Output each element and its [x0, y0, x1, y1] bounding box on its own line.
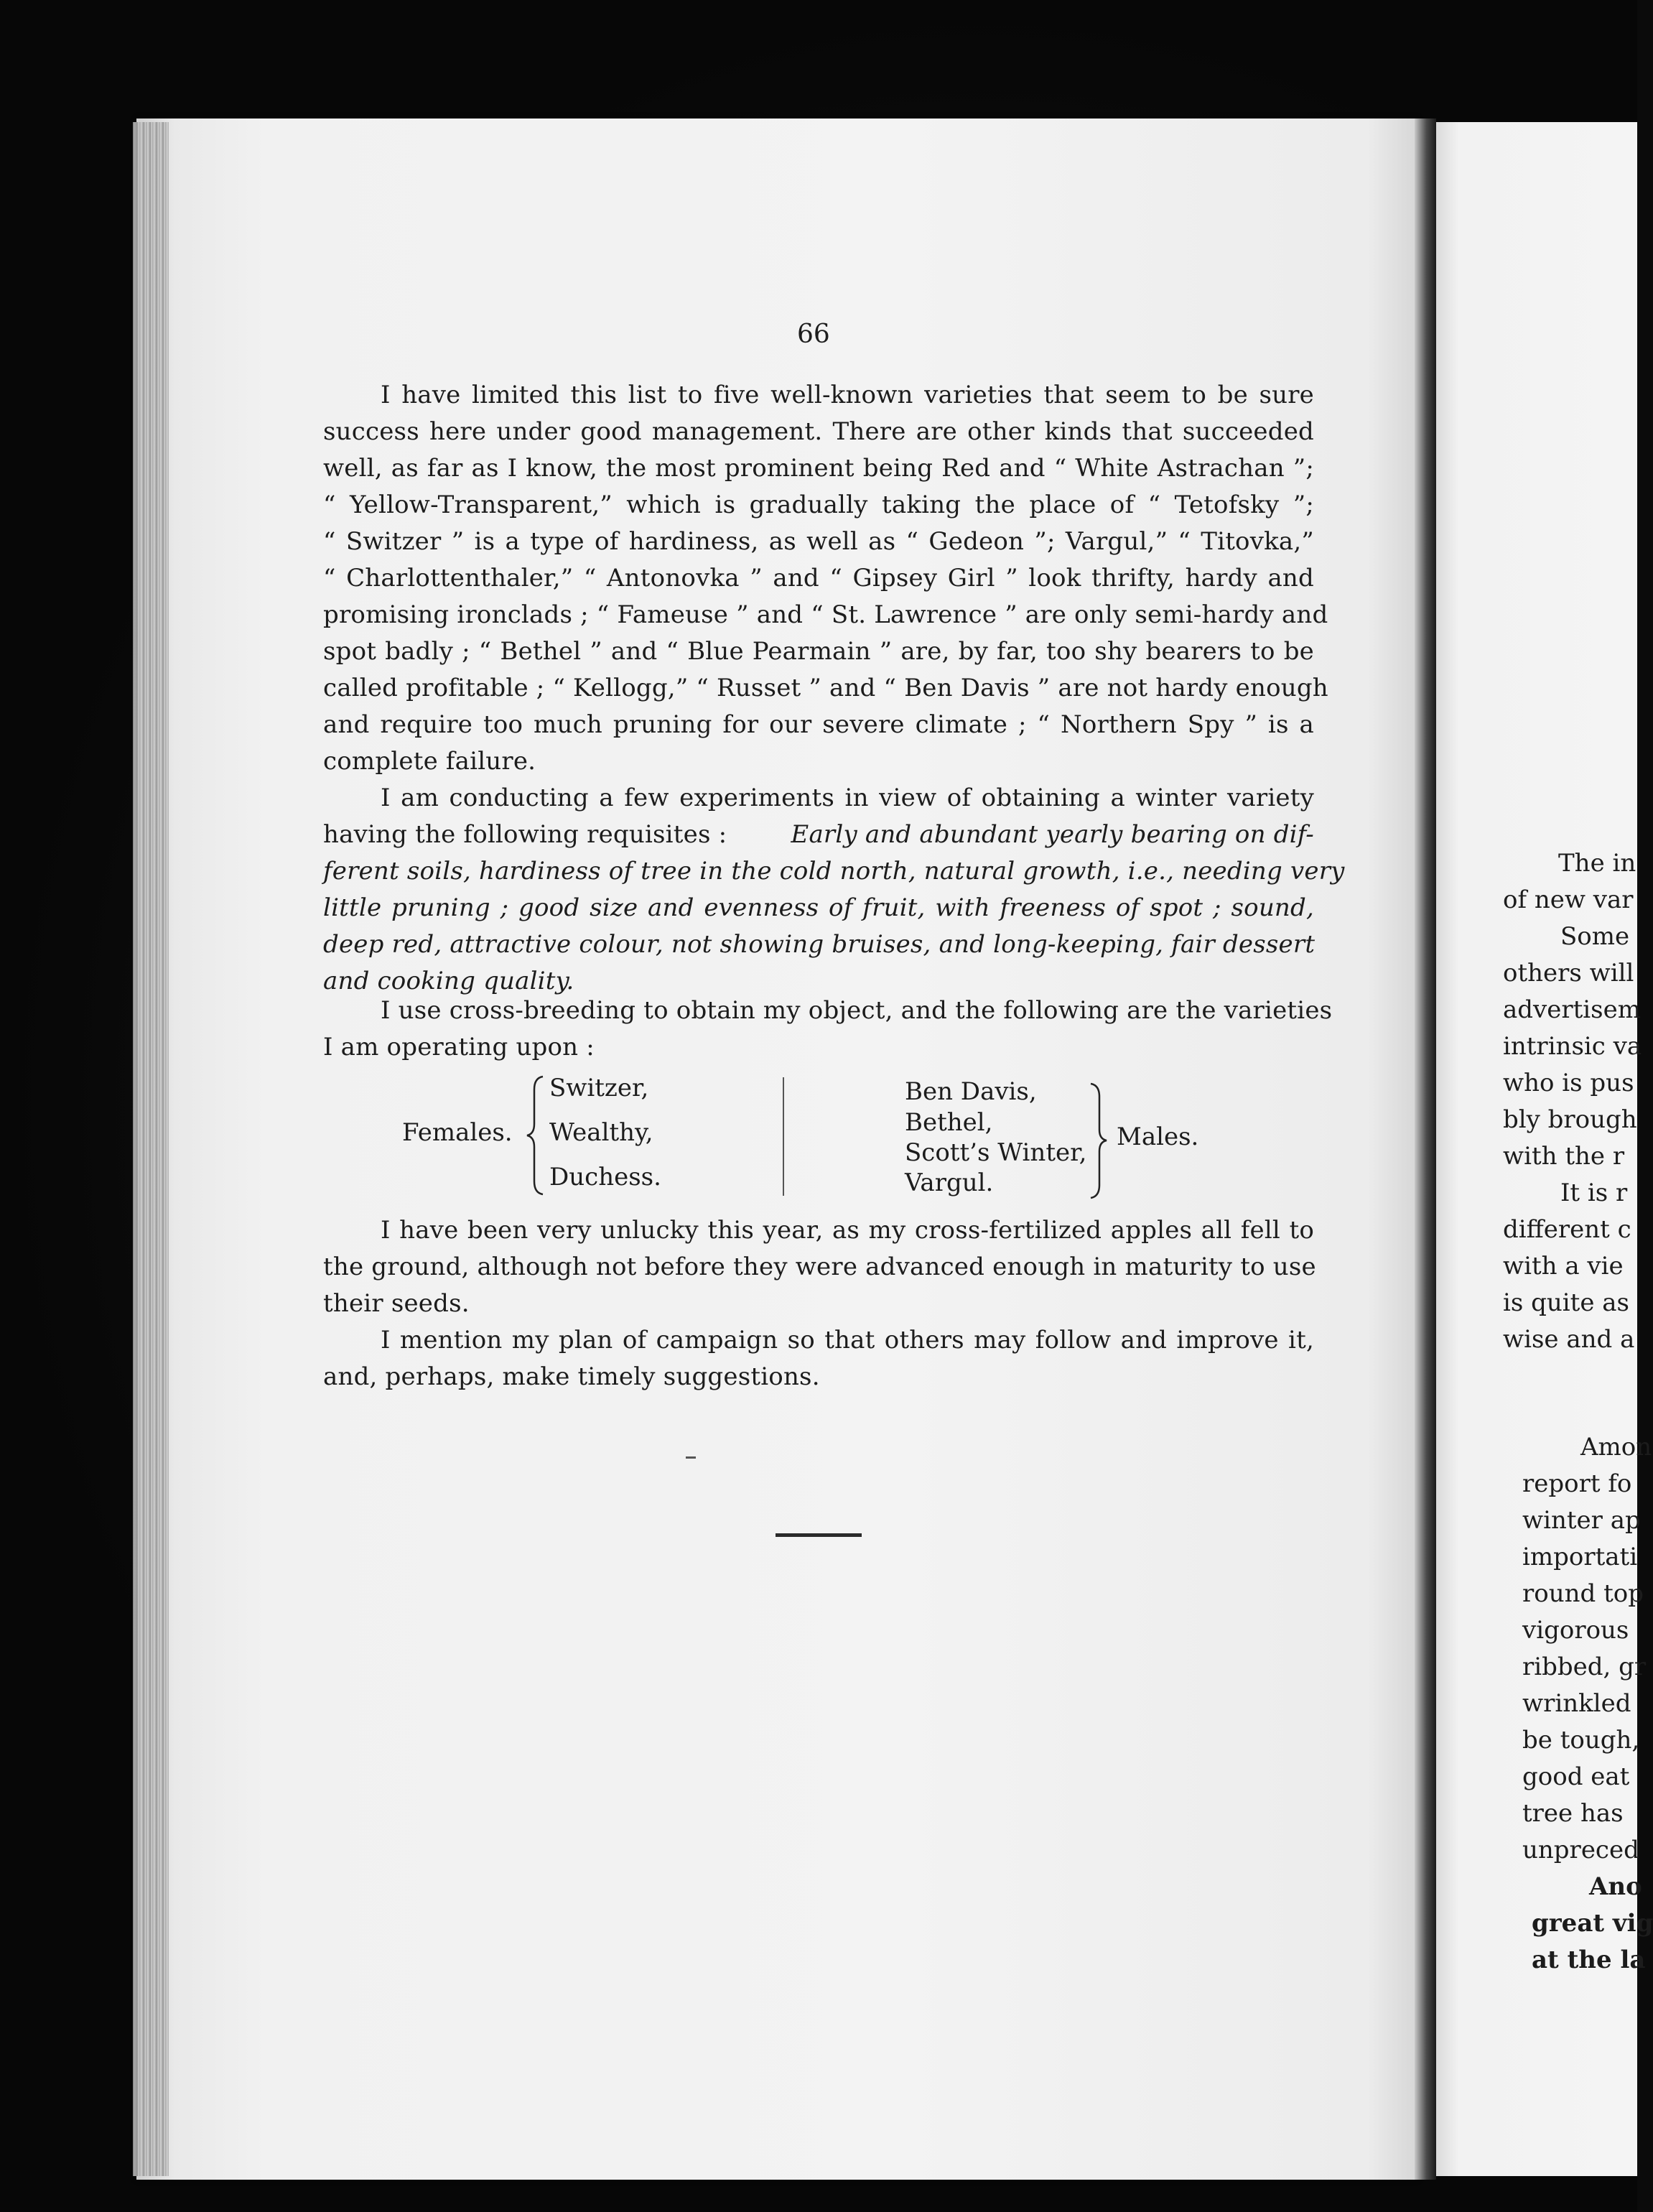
text-line: “ Yellow-Transparent,” which is gradually taking the place of “ Tetofsky ”; — [323, 491, 1314, 519]
right-line: who is pus — [1503, 1069, 1634, 1097]
right-line: wise and a — [1503, 1325, 1635, 1354]
italic-text-line: little pruning ; good size and evenness of fruit, with freeness of spot ; sound, — [323, 893, 1314, 922]
text-line: and, perhaps, make timely suggestions. — [323, 1362, 820, 1391]
italic-text-line: and cooking quality. — [323, 967, 574, 995]
right-line: advertisem — [1503, 995, 1641, 1024]
right-line: is quite as — [1503, 1288, 1629, 1317]
text-line: spot badly ; “ Bethel ” and “ Blue Pearmain ” are, by far, too shy bearers to be — [323, 637, 1314, 666]
right-line: bly brough — [1503, 1105, 1637, 1134]
right-line: be tough, — [1522, 1726, 1640, 1755]
right-line: round top — [1522, 1579, 1644, 1608]
text-span: having the following requisites : — [323, 820, 727, 849]
text-line: and require too much pruning for our severe climate ; “ Northern Spy ” is a — [323, 710, 1314, 739]
page-edge-stack — [133, 122, 169, 2176]
right-line: unpreced — [1522, 1836, 1639, 1864]
male-variety: Scott’s Winter, — [905, 1138, 1087, 1167]
right-line: Amon — [1580, 1433, 1652, 1462]
italic-text-line: deep red, attractive colour, not showing bruises, and long-keeping, fair dessert — [323, 930, 1316, 959]
right-line: report fo — [1522, 1469, 1632, 1498]
table-divider — [783, 1077, 784, 1196]
right-brace-icon — [1088, 1081, 1109, 1199]
right-line: It is r — [1560, 1179, 1628, 1207]
right-line: great vig — [1532, 1909, 1653, 1938]
stray-mark — [686, 1456, 696, 1459]
right-line: vigorous — [1522, 1616, 1629, 1645]
italic-text-line: Early and abundant yearly bearing on dif- — [791, 820, 1314, 849]
text-line: promising ironclads ; “ Fameuse ” and “ St. Lawrence ” are only semi-hardy and — [323, 600, 1328, 629]
italic-text-line: ferent soils, hardiness of tree in the cold north, natural growth, i.e., needing very — [323, 857, 1345, 886]
right-line: with a vie — [1503, 1252, 1624, 1281]
right-line: Some — [1560, 922, 1630, 951]
right-line: importati — [1522, 1543, 1638, 1571]
text-line: I am operating upon : — [323, 1033, 595, 1061]
book-gutter — [1415, 118, 1436, 2180]
right-line: wrinkled — [1522, 1689, 1631, 1718]
right-line: of new var — [1503, 886, 1634, 914]
right-line: with the r — [1503, 1142, 1625, 1171]
text-line: I am conducting a few experiments in view of obtaining a winter variety — [381, 784, 1314, 812]
left-brace-icon — [524, 1074, 546, 1196]
right-page — [1435, 122, 1653, 2176]
female-variety: Duchess. — [549, 1163, 661, 1191]
right-line: winter ap — [1522, 1506, 1641, 1535]
text-line: their seeds. — [323, 1289, 470, 1318]
right-line: ribbed, gr — [1522, 1653, 1647, 1681]
text-line: I have been very unlucky this year, as my cross-fertilized apples all fell to — [381, 1216, 1314, 1245]
text-line: success here under good management. There are other kinds that succeeded — [323, 417, 1314, 446]
right-line: intrinsic va — [1503, 1032, 1642, 1061]
text-line: called profitable ; “ Kellogg,” “ Russet ” and “ Ben Davis ” are not hardy enough — [323, 674, 1328, 702]
right-line: different c — [1503, 1215, 1631, 1244]
text-line: I use cross-breeding to obtain my object, and the following are the varieties — [381, 996, 1333, 1025]
section-end-rule — [776, 1533, 862, 1537]
right-line: good eat — [1522, 1762, 1630, 1791]
females-label: Females. — [402, 1118, 513, 1147]
right-line: others will — [1503, 959, 1634, 988]
page-number: 66 — [797, 320, 830, 349]
right-line: Ano — [1589, 1872, 1642, 1901]
right-line: The in — [1558, 849, 1636, 878]
text-line: I have limited this list to five well-known varieties that seem to be sure — [381, 381, 1314, 409]
text-line: I mention my plan of campaign so that others may follow and improve it, — [381, 1326, 1314, 1354]
text-line: the ground, although not before they were advanced enough in maturity to use — [323, 1253, 1316, 1281]
text-line: “ Charlottenthaler,” “ Antonovka ” and “ Gipsey Girl ” look thrifty, hardy and — [323, 564, 1314, 592]
text-line: complete failure. — [323, 747, 536, 776]
female-variety: Wealthy, — [549, 1118, 653, 1147]
female-variety: Switzer, — [549, 1074, 649, 1102]
right-line: tree has — [1522, 1799, 1624, 1828]
cross-breeding-table — [402, 1074, 1264, 1199]
male-variety: Vargul. — [905, 1168, 994, 1197]
male-variety: Ben Davis, — [905, 1077, 1037, 1106]
text-line: well, as far as I know, the most prominent being Red and “ White Astrachan ”; — [323, 454, 1314, 483]
text-line: “ Switzer ” is a type of hardiness, as well as “ Gedeon ”; Vargul,” “ Titovka,” — [323, 527, 1314, 556]
male-variety: Bethel, — [905, 1108, 993, 1137]
right-line: at the la — [1532, 1946, 1646, 1974]
males-label: Males. — [1117, 1123, 1199, 1151]
